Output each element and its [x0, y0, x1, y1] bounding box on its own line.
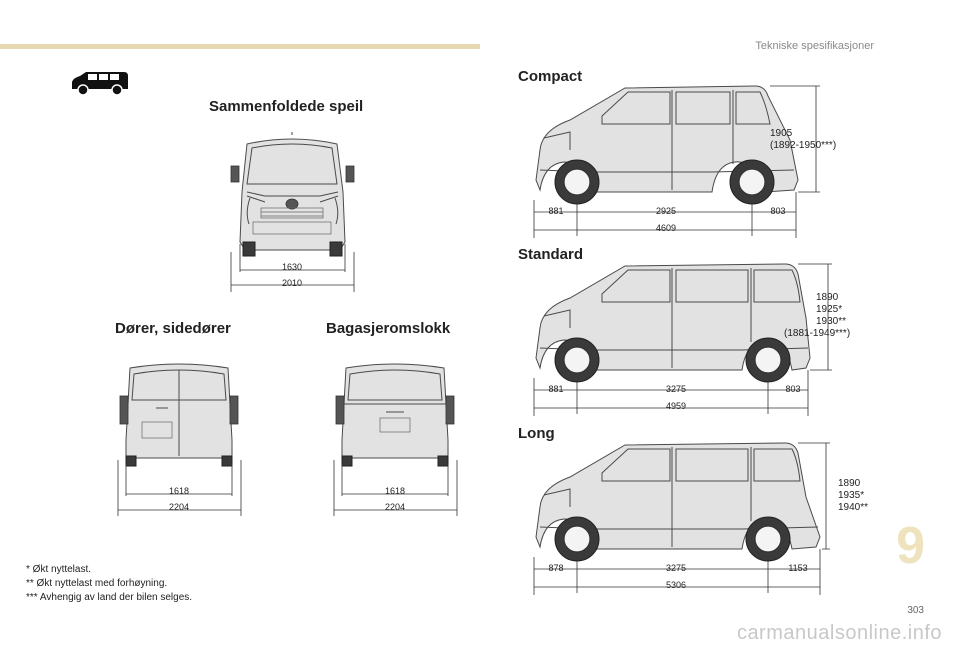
height-value: 1905 — [770, 128, 793, 139]
doors-title: Dører, sidedører — [115, 320, 231, 337]
height-value-option1: 1925* — [816, 304, 843, 315]
doors-dim-inner: 1618 — [168, 486, 190, 496]
footnote-3: *** Avhengig av land der bilen selges. — [26, 592, 193, 603]
height-value-option2: 1940** — [838, 502, 869, 513]
standard-title: Standard — [518, 246, 584, 263]
mirrors-dim-outer: 2010 — [281, 278, 303, 288]
standard-height — [784, 292, 850, 340]
long-height — [838, 478, 868, 514]
height-value: 1890 — [816, 292, 839, 303]
standard-wheelbase: 3275 — [665, 384, 687, 394]
standard-front-overhang: 881 — [548, 384, 564, 394]
header-rule — [0, 44, 480, 49]
height-range: (1892-1950***) — [770, 140, 837, 151]
doors-dim-outer: 2204 — [168, 502, 190, 512]
height-value-option1: 1935* — [838, 490, 865, 501]
compact-title: Compact — [518, 68, 583, 85]
footnote-2: ** Økt nyttelast med forhøyning. — [26, 578, 168, 589]
compact-height — [770, 128, 836, 152]
long-side-drawing — [530, 437, 830, 597]
tailgate-dim-outer: 2204 — [384, 502, 406, 512]
tailgate-dim-inner: 1618 — [384, 486, 406, 496]
watermark: carmanualsonline.info — [736, 622, 942, 644]
chapter-title: Tekniske spesifikasjoner — [755, 40, 874, 52]
compact-wheelbase: 2925 — [655, 206, 677, 216]
long-wheelbase: 3275 — [665, 563, 687, 573]
footnote-1: * Økt nyttelast. — [26, 564, 92, 575]
rear-tailgate-drawing — [328, 360, 463, 520]
long-rear-overhang: 1153 — [788, 563, 808, 573]
compact-side-drawing — [530, 80, 830, 240]
tailgate-title: Bagasjeromslokk — [326, 320, 451, 337]
long-front-overhang: 878 — [548, 563, 564, 573]
height-range: (1881-1949***) — [784, 328, 851, 339]
rear-doors-drawing — [112, 360, 247, 520]
van-pictogram-icon — [70, 70, 132, 96]
compact-front-overhang: 881 — [548, 206, 564, 216]
height-value: 1890 — [838, 478, 861, 489]
footnotes — [26, 563, 192, 605]
standard-total-length: 4959 — [665, 401, 687, 411]
chapter-number: 9 — [896, 517, 925, 575]
long-title: Long — [518, 425, 555, 442]
mirrors-title: Sammenfoldede speil — [209, 98, 364, 115]
mirrors-dim-inner: 1630 — [281, 262, 303, 272]
long-total-length: 5306 — [665, 580, 687, 590]
standard-rear-overhang: 803 — [785, 384, 801, 394]
compact-rear-overhang: 803 — [770, 206, 786, 216]
page-number: 303 — [907, 605, 924, 616]
compact-total-length: 4609 — [655, 223, 677, 233]
height-value-option2: 1930** — [816, 316, 847, 327]
